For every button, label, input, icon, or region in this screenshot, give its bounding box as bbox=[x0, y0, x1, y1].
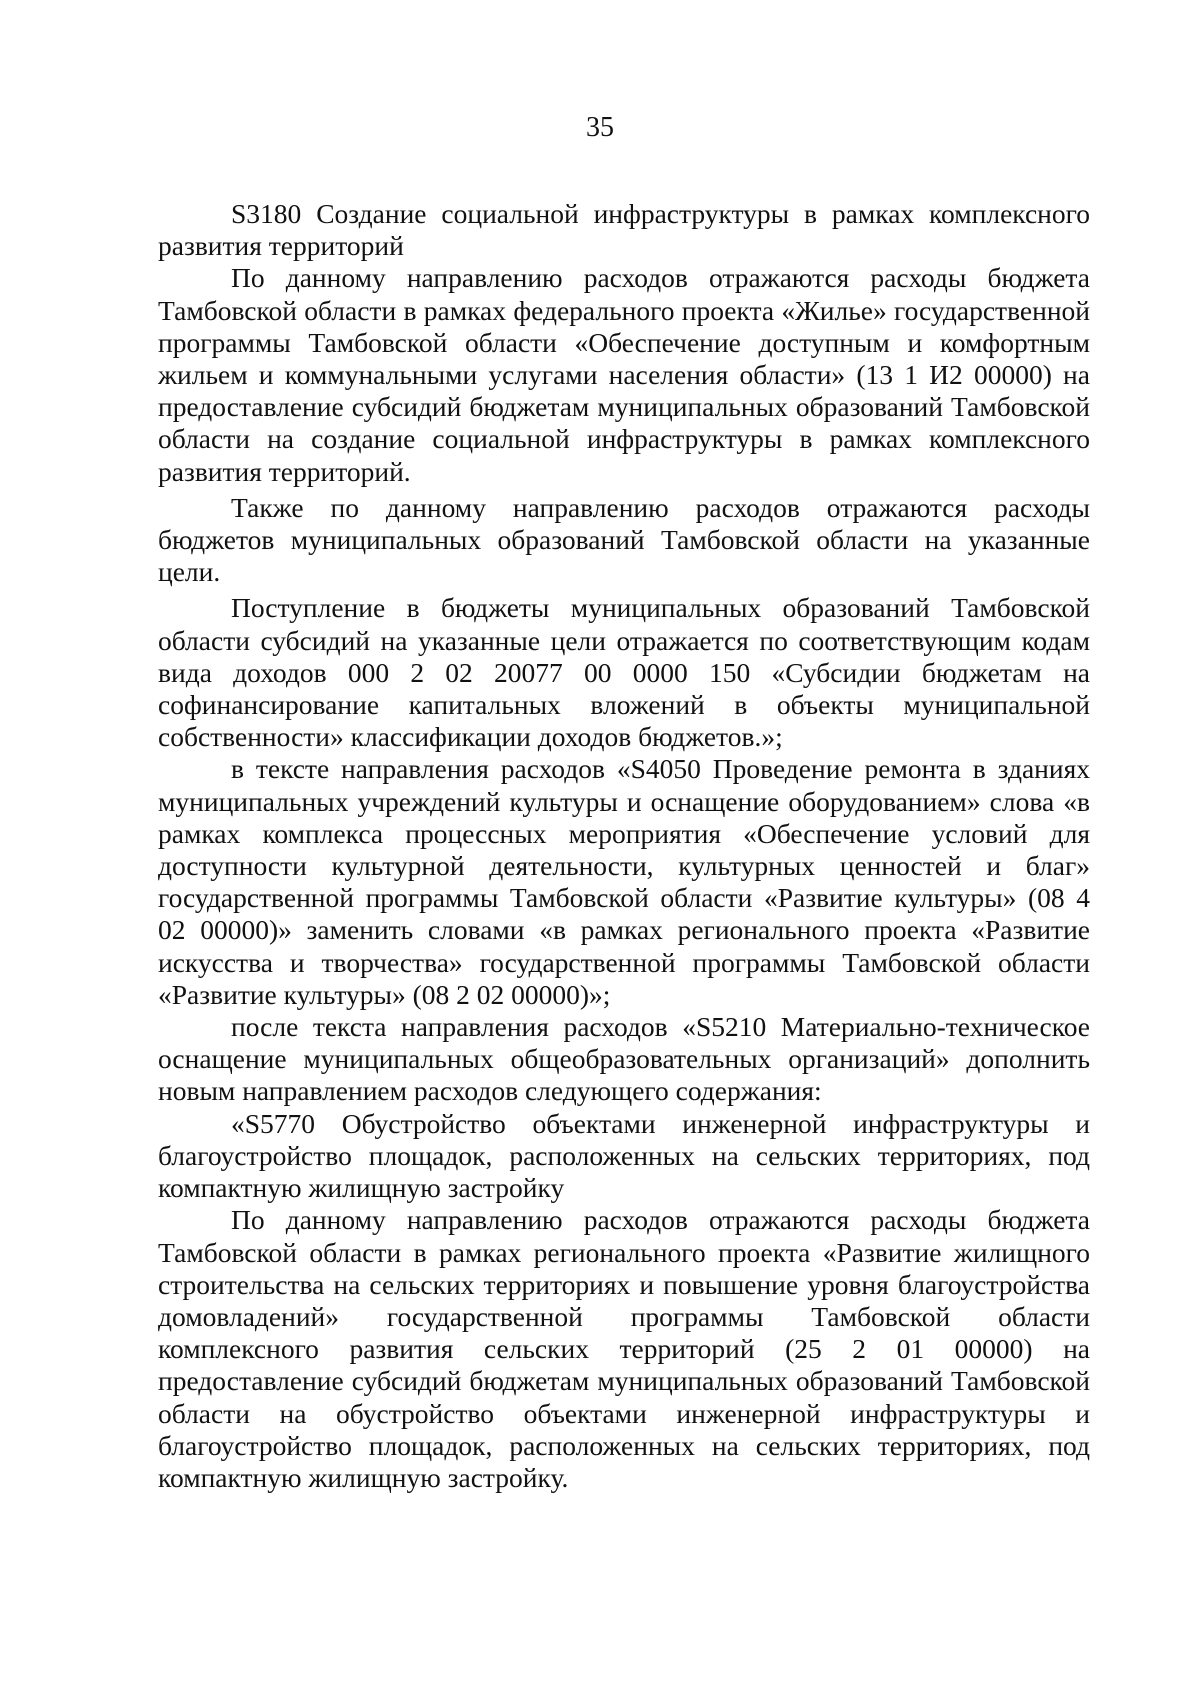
document-body bbox=[158, 198, 1090, 1494]
paragraph: По данному направлению расходов отражаются расходы бюджета Тамбовской области в рамках регионального проекта «Развитие жилищного строительства на сельских территориях и повышение уровня благоустройства домовладений» государственной программы Тамбовской области комплексного развития сельских территорий (25 2 01 00000) на предоставление субсидий бюджетам муниципальных образований Тамбовской области на обустройство объектами инженерной инфраструктуры и благоустройство площадок, расположенных на сельских территориях, под компактную жилищную застройку. bbox=[158, 1204, 1090, 1493]
page-number: 35 bbox=[586, 112, 614, 143]
paragraph: в тексте направления расходов «S4050 Проведение ремонта в зданиях муниципальных учреждений культуры и оснащение оборудованием» слова «в рамках комплекса процессных мероприятия «Обеспечение условий для доступности культурной деятельности, культурных ценностей и благ» государственной программы Тамбовской области «Развитие культуры» (08 4 02 00000)» заменить словами «в рамках регионального проекта «Развитие искусства и творчества» государственной программы Тамбовской области «Развитие культуры» (08 2 02 00000)»; bbox=[158, 753, 1090, 1010]
paragraph: Также по данному направлению расходов отражаются расходы бюджетов муниципальных образований Тамбовской области на указанные цели. bbox=[158, 491, 1090, 588]
paragraph-heading-s3180: S3180 Создание социальной инфраструктуры в рамках комплексного развития территорий bbox=[158, 198, 1090, 262]
paragraph-heading-s5770: «S5770 Обустройство объектами инженерной инфраструктуры и благоустройство площадок, расположенных на сельских территориях, под компактную жилищную застройку bbox=[158, 1107, 1090, 1204]
paragraph: По данному направлению расходов отражаются расходы бюджета Тамбовской области в рамках федерального проекта «Жилье» государственной программы Тамбовской области «Обеспечение доступным и комфортным жильем и коммунальными услугами населения области» (13 1 И2 00000) на предоставление субсидий бюджетам муниципальных образований Тамбовской области на создание социальной инфраструктуры в рамках комплексного развития территорий. bbox=[158, 262, 1090, 487]
paragraph: Поступление в бюджеты муниципальных образований Тамбовской области субсидий на указанные цели отражается по соответствующим кодам вида доходов 000 2 02 20077 00 0000 150 «Субсидии бюджетам на софинансирование капитальных вложений в объекты муниципальной собственности» классификации доходов бюджетов.»; bbox=[158, 592, 1090, 753]
paragraph: после текста направления расходов «S5210 Материально-техническое оснащение муниципальных общеобразовательных организаций» дополнить новым направлением расходов следующего содержания: bbox=[158, 1011, 1090, 1107]
